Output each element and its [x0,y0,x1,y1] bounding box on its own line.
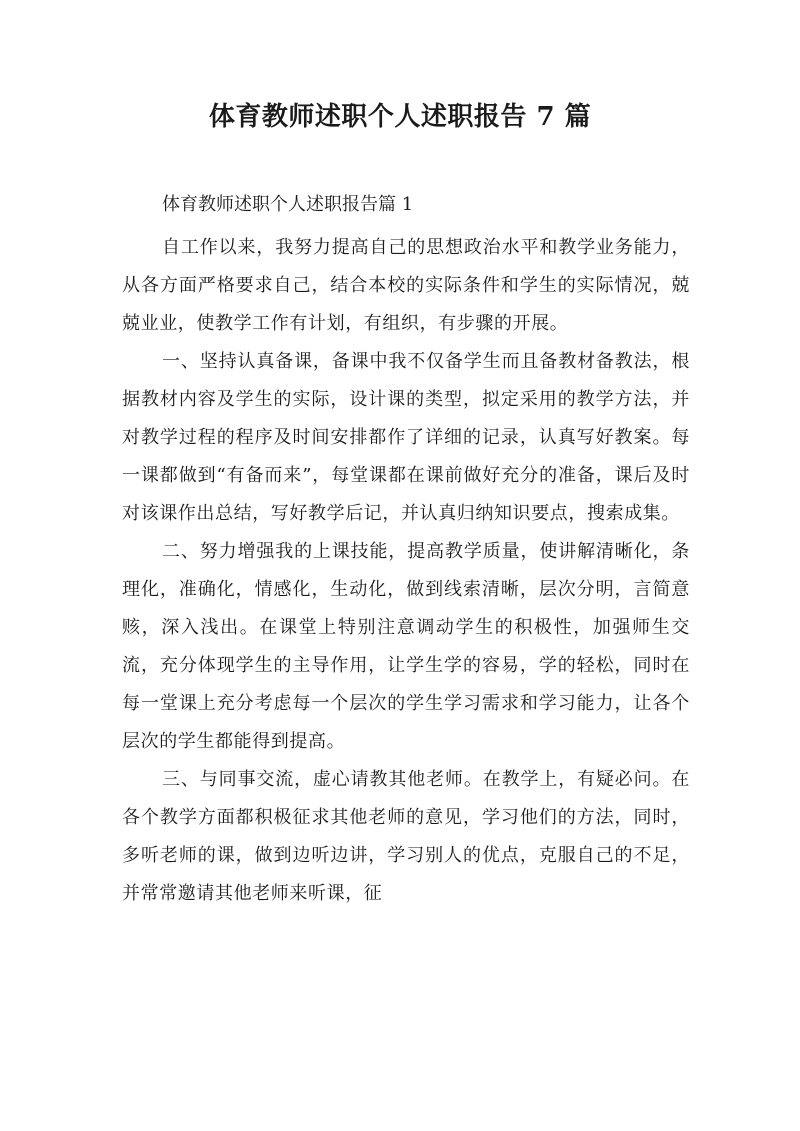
paragraph-teaching-skills: 二、努力增强我的上课技能，提高教学质量，使讲解清晰化，条理化，准确化，情感化，生动化，做到线索清晰，层次分明，言简意赅，深入浅出。在课堂上特别注意调动学生的积极性，加强师生交流，充分体现学生的主导作用，让学生学的容易，学的轻松，同时在每一堂课上充分考虑每一个层次的学生学习需求和学习能力，让各个层次的学生都能得到提高。 [122,541,690,752]
paragraph-colleague-exchange: 三、与同事交流，虚心请教其他老师。在教学上，有疑必问。在各个教学方面都积极征求其他老师的意见，学习他们的方法，同时，多听老师的课，做到边听边讲，学习别人的优点，克服自己的不足，并常常邀请其他老师来听课，征 [122,769,690,904]
paragraph-intro: 自工作以来，我努力提高自己的思想政治水平和教学业务能力，从各方面严格要求自己，结合本校的实际条件和学生的实际情况，兢兢业业，使教学工作有计划，有组织，有步骤的开展。 [122,237,690,334]
section-heading: 体育教师述职个人述职报告篇 1 [162,194,414,215]
document-body [122,229,690,913]
document-title: 体育教师述职个人述职报告 7 篇 [208,102,592,132]
paragraph-lesson-preparation: 一、坚持认真备课，备课中我不仅备学生而且备教材备教法，根据教材内容及学生的实际，设计课的类型，拟定采用的教学方法，并对教学过程的程序及时间安排都作了详细的记录，认真写好教案。每一课都做到“有备而来”，每堂课都在课前做好充分的准备，课后及时对该课作出总结，写好教学后记，并认真归纳知识要点，搜索成集。 [122,351,690,524]
